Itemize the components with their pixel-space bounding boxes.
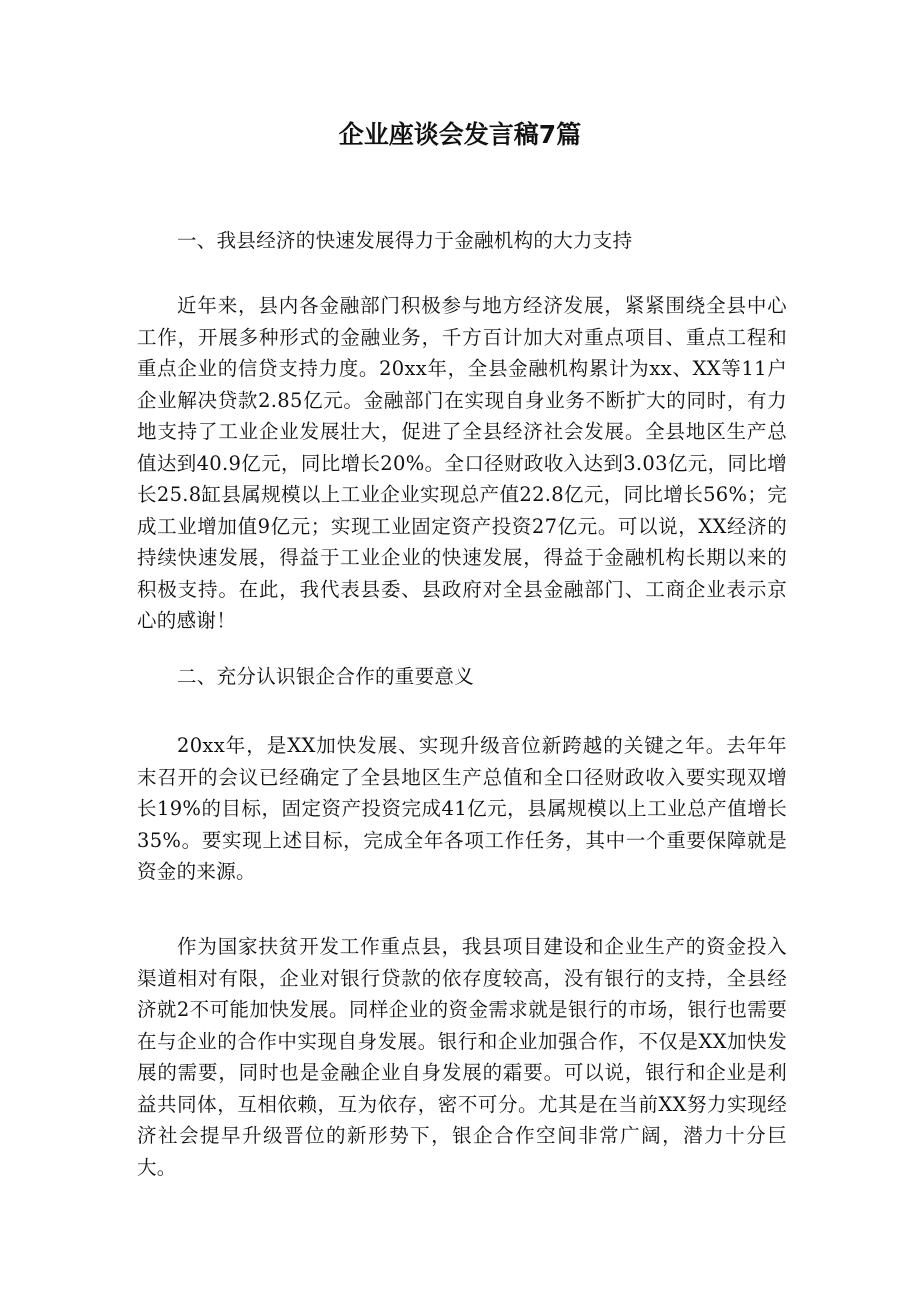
section-heading-2: 二、充分认识银企合作的重要意义 xyxy=(177,665,475,688)
paragraph-text: 作为国家扶贫开发工作重点县，我县项目建设和企业生产的资金投入渠道相对有限，企业对银行贷款的依存度较高，没有银行的支持，全县经济就2不可能加快发展。同样企业的资金需求就是银行的市场，银行也需要在与企业的合作中实现自身发展。银行和企业加强合作，不仅是XX加快发展的需要，同时也是金融企业自身发展的霜要。可以说，银行和企业是利益共同体，互相依赖，互为依存，密不可分。尤其是在当前XX努力实现经济社会提早升级晋位的新形势下，银企合作空间非常广阔，潜力十分巨大。 xyxy=(137,935,787,1179)
section-2-paragraph-2 xyxy=(137,931,787,1183)
section-1-paragraph-1 xyxy=(137,290,787,637)
section-heading-1: 一、我县经济的快速发展得力于金融机构的大力支持 xyxy=(177,229,633,252)
paragraph-text: 20xx年，是XX加快发展、实现升级音位新跨越的关键之年。去年年末召开的会议已经确定了全县地区生产总值和全口径财政收入要实现双增长19%的目标，固定资产投资完成41亿元，县属规模以上工业总产值增长35%。要实现上述目标，完成全年各项工作任务，其中一个重要保障就是资金的来源。 xyxy=(137,734,787,883)
section-2-paragraph-1 xyxy=(137,730,787,888)
document-title: 企业座谈会发言稿7篇 xyxy=(338,120,582,149)
paragraph-text: 近年来，县内各金融部门积极参与地方经济发展，紧紧围绕全县中心工作，开展多种形式的金融业务，千方百计加大对重点项目、重点工程和重点企业的信贷支持力度。20xx年，全县金融机构累计为xx、XX等11户企业解决贷款2.85亿元。金融部门在实现自身业务不断扩大的同时，有力地支持了工业企业发展壮大，促进了全县经济社会发展。全县地区生产总值达到40.9亿元，同比增长20%。全口径财政收入达到3.03亿元，同比增长25.8缸县属规模以上工业企业实现总产值22.8亿元，同比增长56%；完成工业增加值9亿元；实现工业固定资产投资27亿元。可以说，XX经济的持续快速发展，得益于工业企业的快速发展，得益于金融机构长期以来的积极支持。在此，我代表县委、县政府对全县金融部门、工商企业表示京心的感谢！ xyxy=(137,294,787,632)
